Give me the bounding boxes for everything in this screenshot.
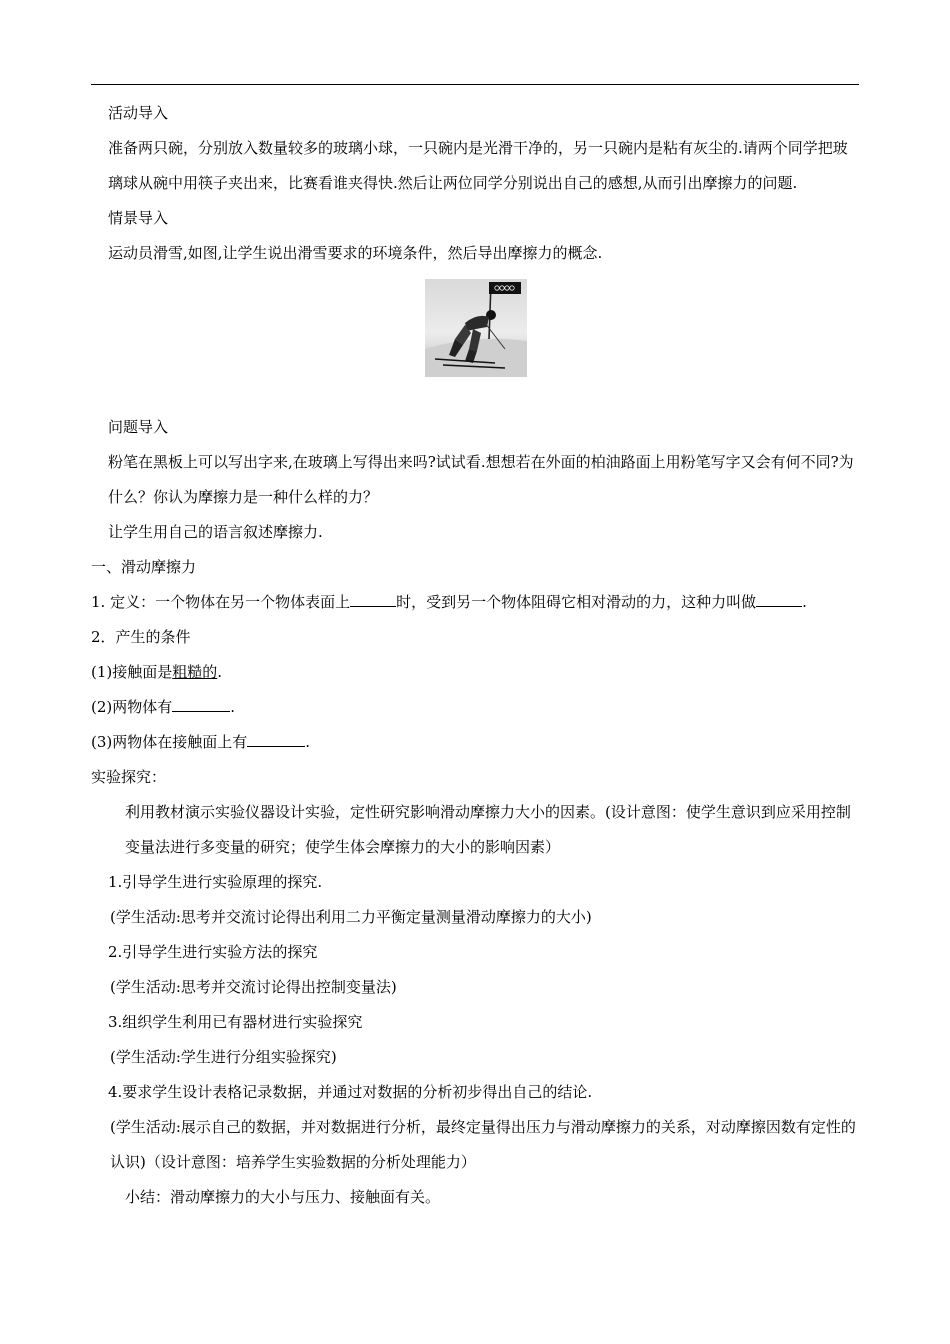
step-3-activity: (学生活动:学生进行分组实验探究)	[110, 1048, 337, 1066]
header-rule	[91, 84, 859, 85]
describe-line: 让学生用自己的语言叙述摩擦力.	[108, 523, 323, 541]
heading-scene: 情景导入	[108, 209, 169, 227]
condition-3-text: (3)两物体在接触面上有	[91, 733, 248, 751]
heading-question: 问题导入	[108, 418, 169, 436]
scene-paragraph: 运动员滑雪,如图,让学生说出滑雪要求的环境条件，然后导出摩擦力的概念.	[108, 244, 603, 262]
condition-1-text: (1)接触面是	[91, 663, 173, 681]
condition-3-end: .	[305, 733, 311, 751]
section-sliding-friction: 一、滑动摩擦力	[91, 558, 197, 576]
condition-1-end: .	[217, 663, 223, 681]
step-2-activity: (学生活动:思考并交流讨论得出控制变量法)	[110, 978, 397, 996]
condition-3	[91, 725, 859, 760]
step-2: 2.引导学生进行实验方法的探究	[108, 943, 318, 961]
experiment-title: 实验探究：	[91, 768, 167, 786]
blank-4	[247, 732, 305, 747]
step-1: 1.引导学生进行实验原理的探究.	[108, 873, 323, 891]
activity-paragraph: 准备两只碗，分别放入数量较多的玻璃小球，一只碗内是光滑干净的，另一只碗内是粘有灰尘的.请两个同学把玻璃球从碗中用筷子夹出来，比赛看谁夹得快.然后让两位同学分别说出自己的感想,从而引出摩擦力的问题.	[108, 139, 848, 192]
condition-1-underlined: 粗糙的	[172, 663, 218, 681]
definition-line	[91, 585, 859, 620]
experiment-paragraph: 利用教材演示实验仪器设计实验，定性研究影响滑动摩擦力大小的因素。(设计意图：使学生意识到应采用控制变量法进行多变量的研究；使学生体会摩擦力的大小的影响因素）	[125, 803, 851, 856]
step-3: 3.组织学生利用已有器材进行实验探究	[108, 1013, 363, 1031]
condition-1	[91, 655, 859, 690]
step-1-activity: (学生活动:思考并交流讨论得出利用二力平衡定量测量滑动摩擦力的大小)	[110, 908, 592, 926]
condition-2	[91, 690, 859, 725]
definition-text-a: 1. 定义：一个物体在另一个物体表面上	[91, 593, 351, 611]
step-4-activity: (学生活动:展示自己的数据，并对数据进行分析，最终定量得出压力与滑动摩擦力的关系，对动摩擦因数有定性的认识)（设计意图：培养学生实验数据的分析处理能力）	[110, 1118, 856, 1171]
condition-2-text: (2)两物体有	[91, 698, 173, 716]
summary-line: 小结：滑动摩擦力的大小与压力、接触面有关。	[125, 1188, 441, 1206]
blank-2	[756, 592, 802, 607]
definition-text-b: 时，受到另一个物体阻碍它相对滑动的力，这种力叫做	[396, 593, 757, 611]
blank-1	[350, 592, 396, 607]
condition-2-end: .	[230, 698, 236, 716]
definition-text-c: .	[802, 593, 807, 611]
skier-photo	[425, 279, 527, 377]
blank-3	[172, 697, 230, 712]
heading-activity: 活动导入	[108, 104, 169, 122]
conditions-title: 2．产生的条件	[91, 628, 191, 646]
document-body	[91, 96, 859, 1215]
question-paragraph: 粉笔在黑板上可以写出字来,在玻璃上写得出来吗?试试看.想想若在外面的柏油路面上用粉笔写字又会有何不同?为什么？你认为摩擦力是一种什么样的力？	[108, 453, 854, 506]
step-4: 4.要求学生设计表格记录数据，并通过对数据的分析初步得出自己的结论.	[108, 1083, 593, 1101]
